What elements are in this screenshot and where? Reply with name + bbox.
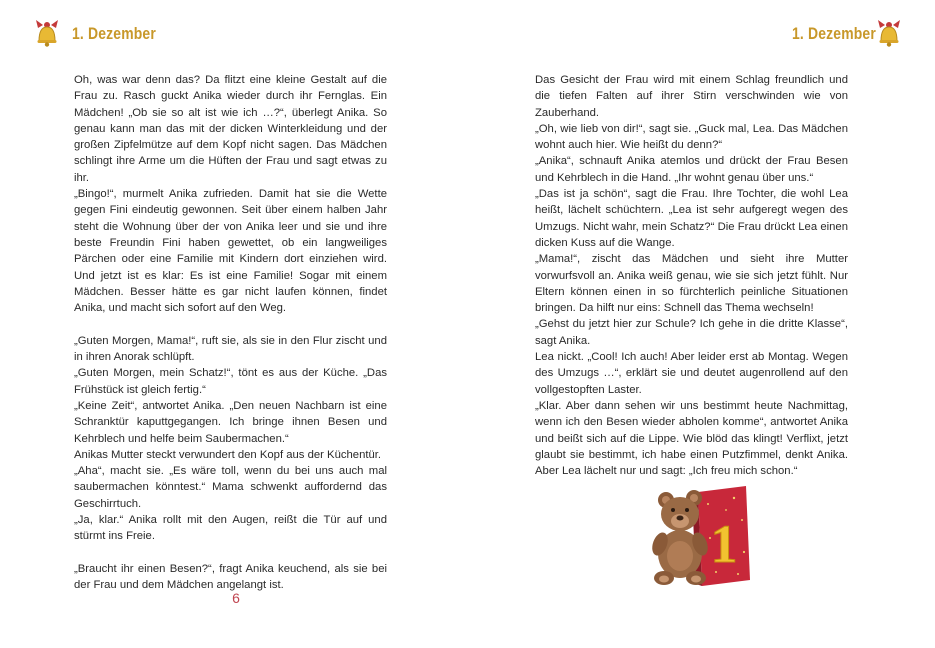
- paragraph: Oh, was war denn das? Da flitzt eine kleine Gestalt auf die Frau zu. Rasch guckt Anika wieder durch ihr Fernglas. Ein Mädchen! „Ob sie so alt ist wie ich …?“, überlegt Anika. So genau kann man das mit der dicken Winterkleidung und der großen Zipfelmütze auf dem Kopf nicht sagen. Das Mädchen schlingt ihre Arme um die Hüften der Frau und sagt etwas zu ihr.: [74, 74, 387, 184]
- paragraph: „Anika“, schnauft Anika atemlos und drückt der Frau Besen und Kehrblech in die Hand. „Ihr wohnt genau über uns.“: [535, 155, 848, 184]
- paragraph: „Aha“, macht sie. „Es wäre toll, wenn du bei uns auch mal saubermachen könntest.“ Mama schwenkt auffordernd das Geschirrtuch.: [74, 465, 387, 510]
- paragraph: „Guten Morgen, Mama!“, ruft sie, als sie in den Flur zischt und in ihren Anorak schlüpft.: [74, 334, 387, 364]
- paragraph: „Gehst du jetzt hier zur Schule? Ich gehe in die dritte Klasse“, sagt Anika.: [535, 318, 848, 347]
- paragraph: „Keine Zeit“, antwortet Anika. „Den neuen Nachbarn ist eine Schranktür kaputtgegangen. Ich bringe ihnen Besen und Kehrblech und helfe beim Saubermachen.“: [74, 399, 387, 445]
- paragraph: „Guten Morgen, mein Schatz!“, tönt es aus der Küche. „Das Frühstück ist gleich fertig.“: [74, 367, 387, 396]
- paragraph: „Mama!“, zischt das Mädchen und sieht ihre Mutter vorwurfsvoll an. Anika weiß genau, wie sie sich jetzt fühlt. Nur Eltern können einen in so fürchterlich peinliche Situationen bringen. Da hilft nur eins: Schnell das Thema wechseln!: [535, 253, 848, 315]
- paragraph: „Oh, wie lieb von dir!“, sagt sie. „Guck mal, Lea. Das Mädchen wohnt auch hier. Wie heißt du denn?“: [535, 122, 848, 152]
- chapter-title-left: 1. Dezember: [72, 24, 156, 43]
- paragraph: „Das ist ja schön“, sagt die Frau. Ihre Tochter, die wohl Lea heißt, lächelt schüchtern. „Lea ist sehr aufgeregt wegen des Umzugs. Nicht wahr, mein Schatz?“ Die Frau drückt Lea einen dicken Kuss auf die Wange.: [535, 188, 848, 249]
- teddy-bear-advent-door-icon: [646, 480, 758, 592]
- paragraph: Lea nickt. „Cool! Ich auch! Aber leider erst ab Montag. Wegen des Umzugs …“, erklärt sie und deutet augenrollend auf den vollgestopften Laster.: [535, 351, 848, 396]
- paragraph: „Bingo!“, murmelt Anika zufrieden. Damit hat sie die Wette gegen Fini eindeutig gewonnen. Seit über einem halben Jahr steht die Wohnung über der von Anika leer und sie und ihre beste Freundin Fini haben gewettet, ob ein langweiliges Pärchen oder eine Familie mit Kindern dort einziehen wird. Und jetzt ist es klar: Es ist eine Familie! Sogar mit einem Mädchen. Besser hätte es gar nicht laufen können, findet Anika, und macht sich sofort auf den Weg.: [74, 188, 387, 315]
- right-page-text: [535, 72, 848, 479]
- bell-icon: [872, 14, 906, 48]
- door-number: 1: [710, 514, 738, 574]
- paragraph: „Ja, klar.“ Anika rollt mit den Augen, reißt die Tür auf und stürmt ins Freie.: [74, 514, 387, 543]
- left-page-text: [74, 72, 387, 594]
- bell-icon: [30, 14, 64, 48]
- chapter-title-right: 1. Dezember: [792, 24, 876, 43]
- paragraph: „Braucht ihr einen Besen?“, fragt Anika keuchend, als sie bei der Frau und dem Mädchen angelangt ist.: [74, 562, 387, 592]
- paragraph: Das Gesicht der Frau wird mit einem Schlag freundlich und die tiefen Falten auf ihrer Stirn verschwinden wie von Zauberhand.: [535, 74, 848, 119]
- paragraph: Anikas Mutter steckt verwundert den Kopf aus der Küchentür.: [74, 448, 382, 461]
- paragraph: „Klar. Aber dann sehen wir uns bestimmt heute Nachmittag, wenn ich den Besen wieder abholen komme“, antwortet Anika und beißt sich auf die Lippe. Wie blöd das klingt! Verflixt, jetzt glaubt sie bestimmt, ich habe einen Putzfimmel, denkt Anika. Aber Lea lächelt nur und sagt: „Ich freu mich schon.“: [535, 399, 848, 478]
- page-number: 6: [232, 590, 240, 606]
